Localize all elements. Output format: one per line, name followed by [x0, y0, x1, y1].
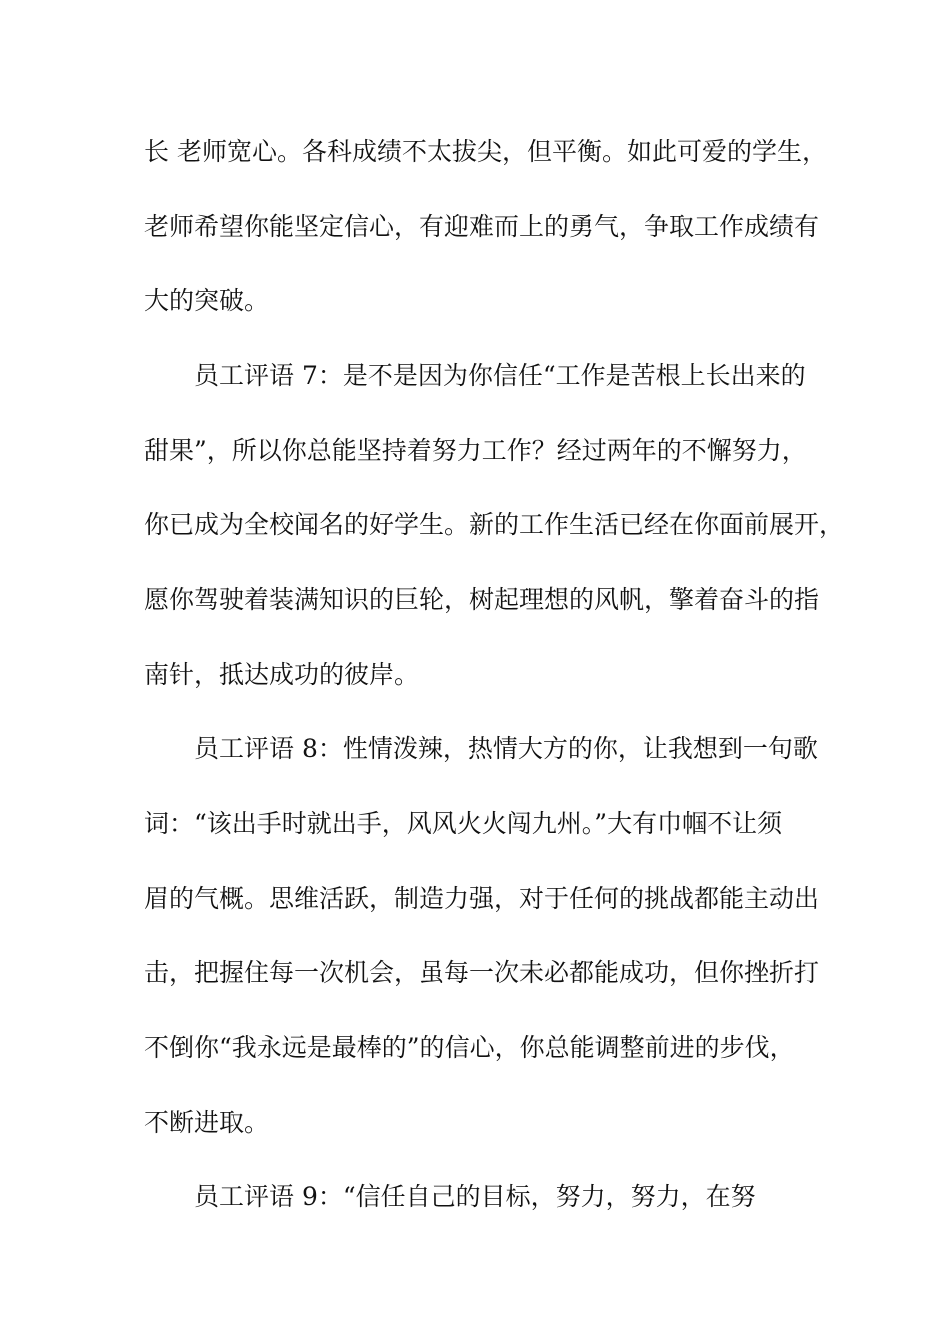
- text-line: 大的突破。: [144, 286, 270, 315]
- text-line: 甜果”，所以你总能坚持着努力工作？经过两年的不懈努力，: [144, 436, 807, 465]
- text-line: 老师希望你能坚定信心，有迎难而上的勇气，争取工作成绩有: [144, 212, 820, 241]
- text-line: 南针，抵达成功的彼岸。: [144, 660, 420, 689]
- paragraph-start-7: 员工评语 7：是不是因为你信任“工作是苦根上长出来的: [144, 361, 806, 390]
- paragraph-start-9: 员工评语 9：“信任自己的目标，努力，努力，在努: [144, 1182, 756, 1211]
- text-line: 愿你驾驶着装满知识的巨轮，树起理想的风帆，擎着奋斗的指: [144, 585, 820, 614]
- paragraph-start-8: 员工评语 8：性情泼辣，热情大方的你，让我想到一句歌: [144, 734, 818, 763]
- text-line: 击，把握住每一次机会，虽每一次未必都能成功，但你挫折打: [144, 958, 820, 987]
- text-line: 眉的气概。思维活跃，制造力强，对于任何的挑战都能主动出: [144, 884, 820, 913]
- text-line: 长 老师宽心。各科成绩不太拔尖，但平衡。如此可爱的学生，: [144, 137, 827, 166]
- text-line: 词：“该出手时就出手，风风火火闯九州。”大有巾帼不让须: [144, 809, 783, 838]
- text-line: 不倒你“我永远是最棒的”的信心，你总能调整前进的步伐，: [144, 1033, 795, 1062]
- text-line: 不断进取。: [144, 1108, 270, 1137]
- text-line: 你已成为全校闻名的好学生。新的工作生活已经在你面前展开，: [144, 510, 845, 539]
